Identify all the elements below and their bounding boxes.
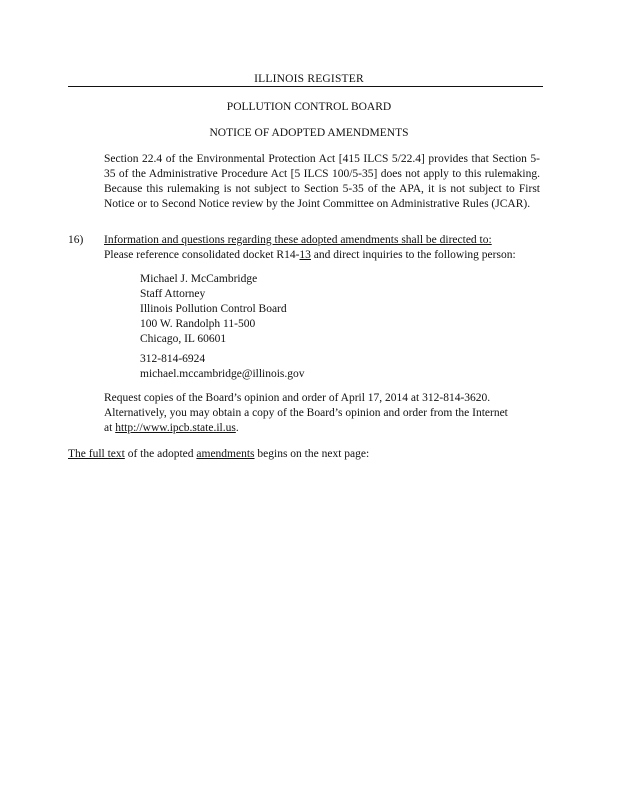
request-line2: Alternatively, you may obtain a copy of the Board’s opinion and order from the Internet — [104, 407, 508, 419]
item16-text — [104, 233, 540, 263]
item16-docket-suffix: 13 — [299, 249, 311, 261]
contact-name: Michael J. McCambridge — [140, 273, 258, 285]
board-title: POLLUTION CONTROL BOARD — [226, 101, 392, 113]
footer-note-part2: of the adopted — [124, 448, 197, 460]
item16-line2-c: and direct inquiries to the following person: — [310, 249, 516, 261]
contact-city: Chicago, IL 60601 — [140, 333, 227, 345]
item-number: 16) — [68, 234, 84, 246]
notice-title: NOTICE OF ADOPTED AMENDMENTS — [209, 127, 409, 139]
item16-line2-a: Please reference consolidated docket R14- — [104, 249, 300, 261]
contact-block — [140, 272, 440, 347]
ipcb-website-link[interactable]: http://www.ipcb.state.il.us — [115, 422, 236, 434]
request-line3-a: at — [104, 422, 116, 434]
contact-street: 100 W. Randolph 11-500 — [140, 318, 256, 330]
contact-org: Illinois Pollution Control Board — [140, 303, 287, 315]
contact-title: Staff Attorney — [140, 288, 206, 300]
footer-note-part1: The full text — [68, 448, 125, 460]
footer-note-part3: amendments — [196, 448, 255, 460]
intro-paragraph: Section 22.4 of the Environmental Protection Act [415 ILCS 5/22.4] provides that Section 5-35 of the Administrative Procedure Act [5 ILCS 100/5-35] does not apply to this rulemaking. Because this rulemaking is not subject to Section 5-35 of the APA, it is not subject to First Notice or to Second Notice review by the Joint Committee on Administrative Rules (JCAR). — [104, 153, 540, 210]
register-title-text: ILLINOIS REGISTER — [254, 73, 364, 85]
request-line3-b: . — [235, 422, 239, 434]
footer-note — [68, 447, 538, 462]
item16-line1: Information and questions regarding these adopted amendments shall be directed to: — [104, 234, 492, 246]
request-line3 — [104, 421, 540, 436]
item16-line2 — [104, 248, 540, 263]
contact-info — [140, 352, 440, 382]
request-paragraph — [104, 391, 540, 436]
contact-email: michael.mccambridge@illinois.gov — [140, 368, 305, 380]
request-line1: Request copies of the Board’s opinion and order of April 17, 2014 at 312-814-3620. — [104, 392, 491, 404]
contact-phone: 312-814-6924 — [140, 353, 206, 365]
register-title — [0, 72, 618, 87]
footer-note-part4: begins on the next page: — [254, 448, 370, 460]
